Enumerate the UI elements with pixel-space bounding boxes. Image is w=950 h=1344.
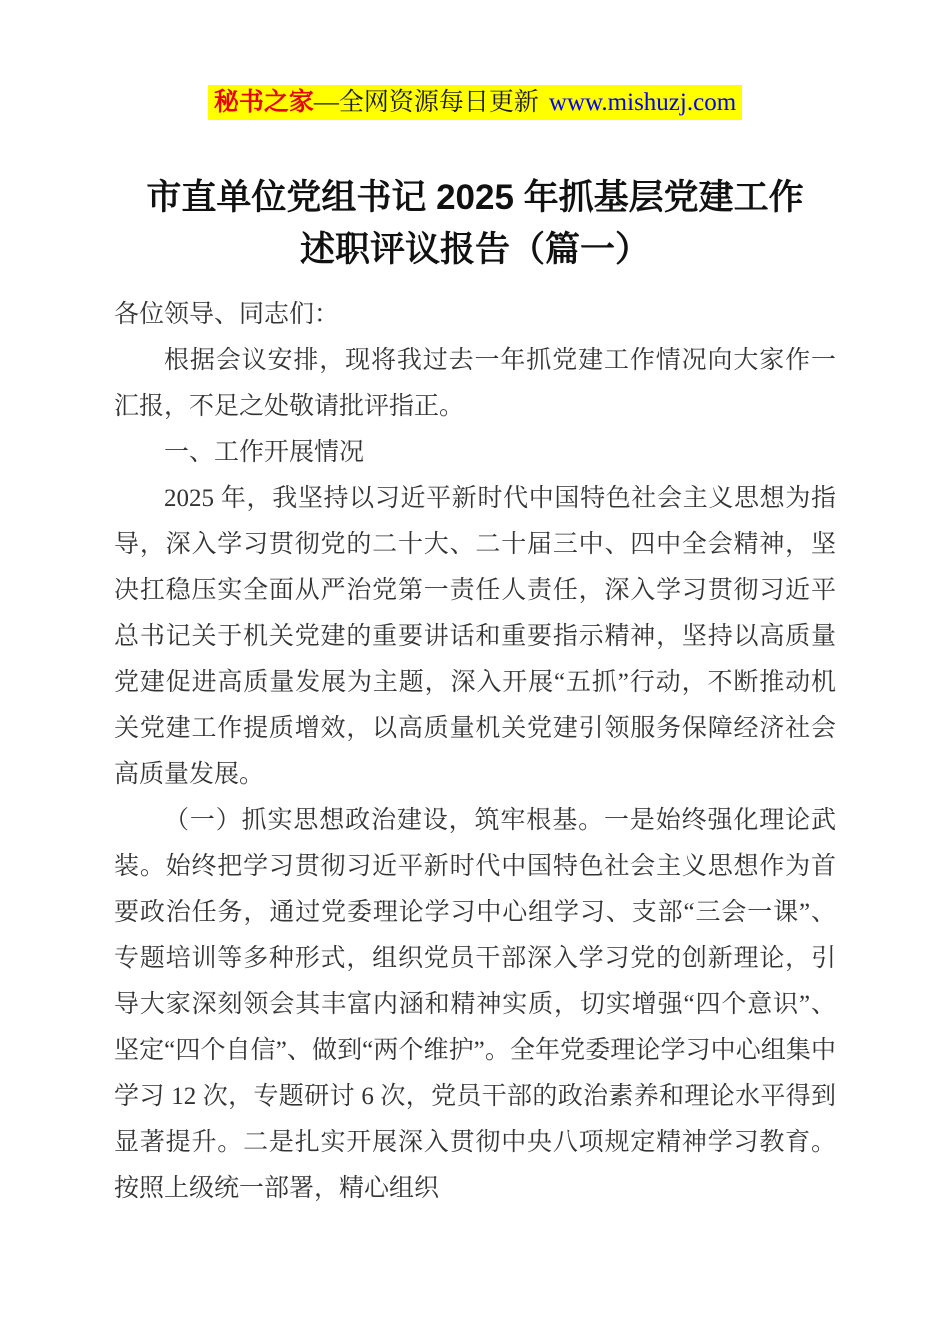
section-heading: 一、工作开展情况 [164,439,365,466]
paragraph: （一）抓实思想政治建设，筑牢根基。一是始终强化理论武装。始终把学习贯彻习近平新时代中国特色社会主义思想作为首要政治任务，通过党委理论学习中心组学习、支部“三会一课”、专题培训等多种形式，组织党员干部深入学习党的创新理论，引导大家深刻领会其丰富内涵和精神实质，切实增强“四个意识”、坚定“四个自信”、做到“两个维护”。全年党委理论学习中心组集中学习 12 次，专题研讨 6 次，党员干部的政治素养和理论水平得到显著提升。二是扎实开展深入贯彻中央八项规定精神学习教育。按照上级统一部署，精心组织 [114,807,836,1202]
paragraph-intro: 根据会议安排，现将我过去一年抓党建工作情况向大家作一汇报，不足之处敬请批评指正。 [114,347,836,420]
site-url-link[interactable]: www.mishuzj.com [548,89,737,116]
site-tagline: —全网资源每日更新 [313,89,539,116]
paragraph-salutation: 各位领导、同志们： [114,301,340,328]
site-brand: 秘书之家 [213,89,314,116]
paragraph: 2025 年，我坚持以习近平新时代中国特色社会主义思想为指导，深入学习贯彻党的二十大、二十届三中、四中全会精神，坚决扛稳压实全面从严治党第一责任人责任，深入学习贯彻习近平总书记关于机关党建的重要讲话和重要指示精神，坚持以高质量党建促进高质量发展为主题，深入开展“五抓”行动，不断推动机关党建工作提质增效，以高质量机关党建引领服务保障经济社会高质量发展。 [114,485,836,788]
document-title [114,172,836,276]
document-body [114,292,836,1212]
header-highlight [208,85,742,120]
document-title-line-1: 市直单位党组书记 2025 年抓基层党建工作 [146,178,804,217]
document-title-line-2: 述职评议报告（篇一） [299,230,650,269]
site-header [114,84,836,122]
